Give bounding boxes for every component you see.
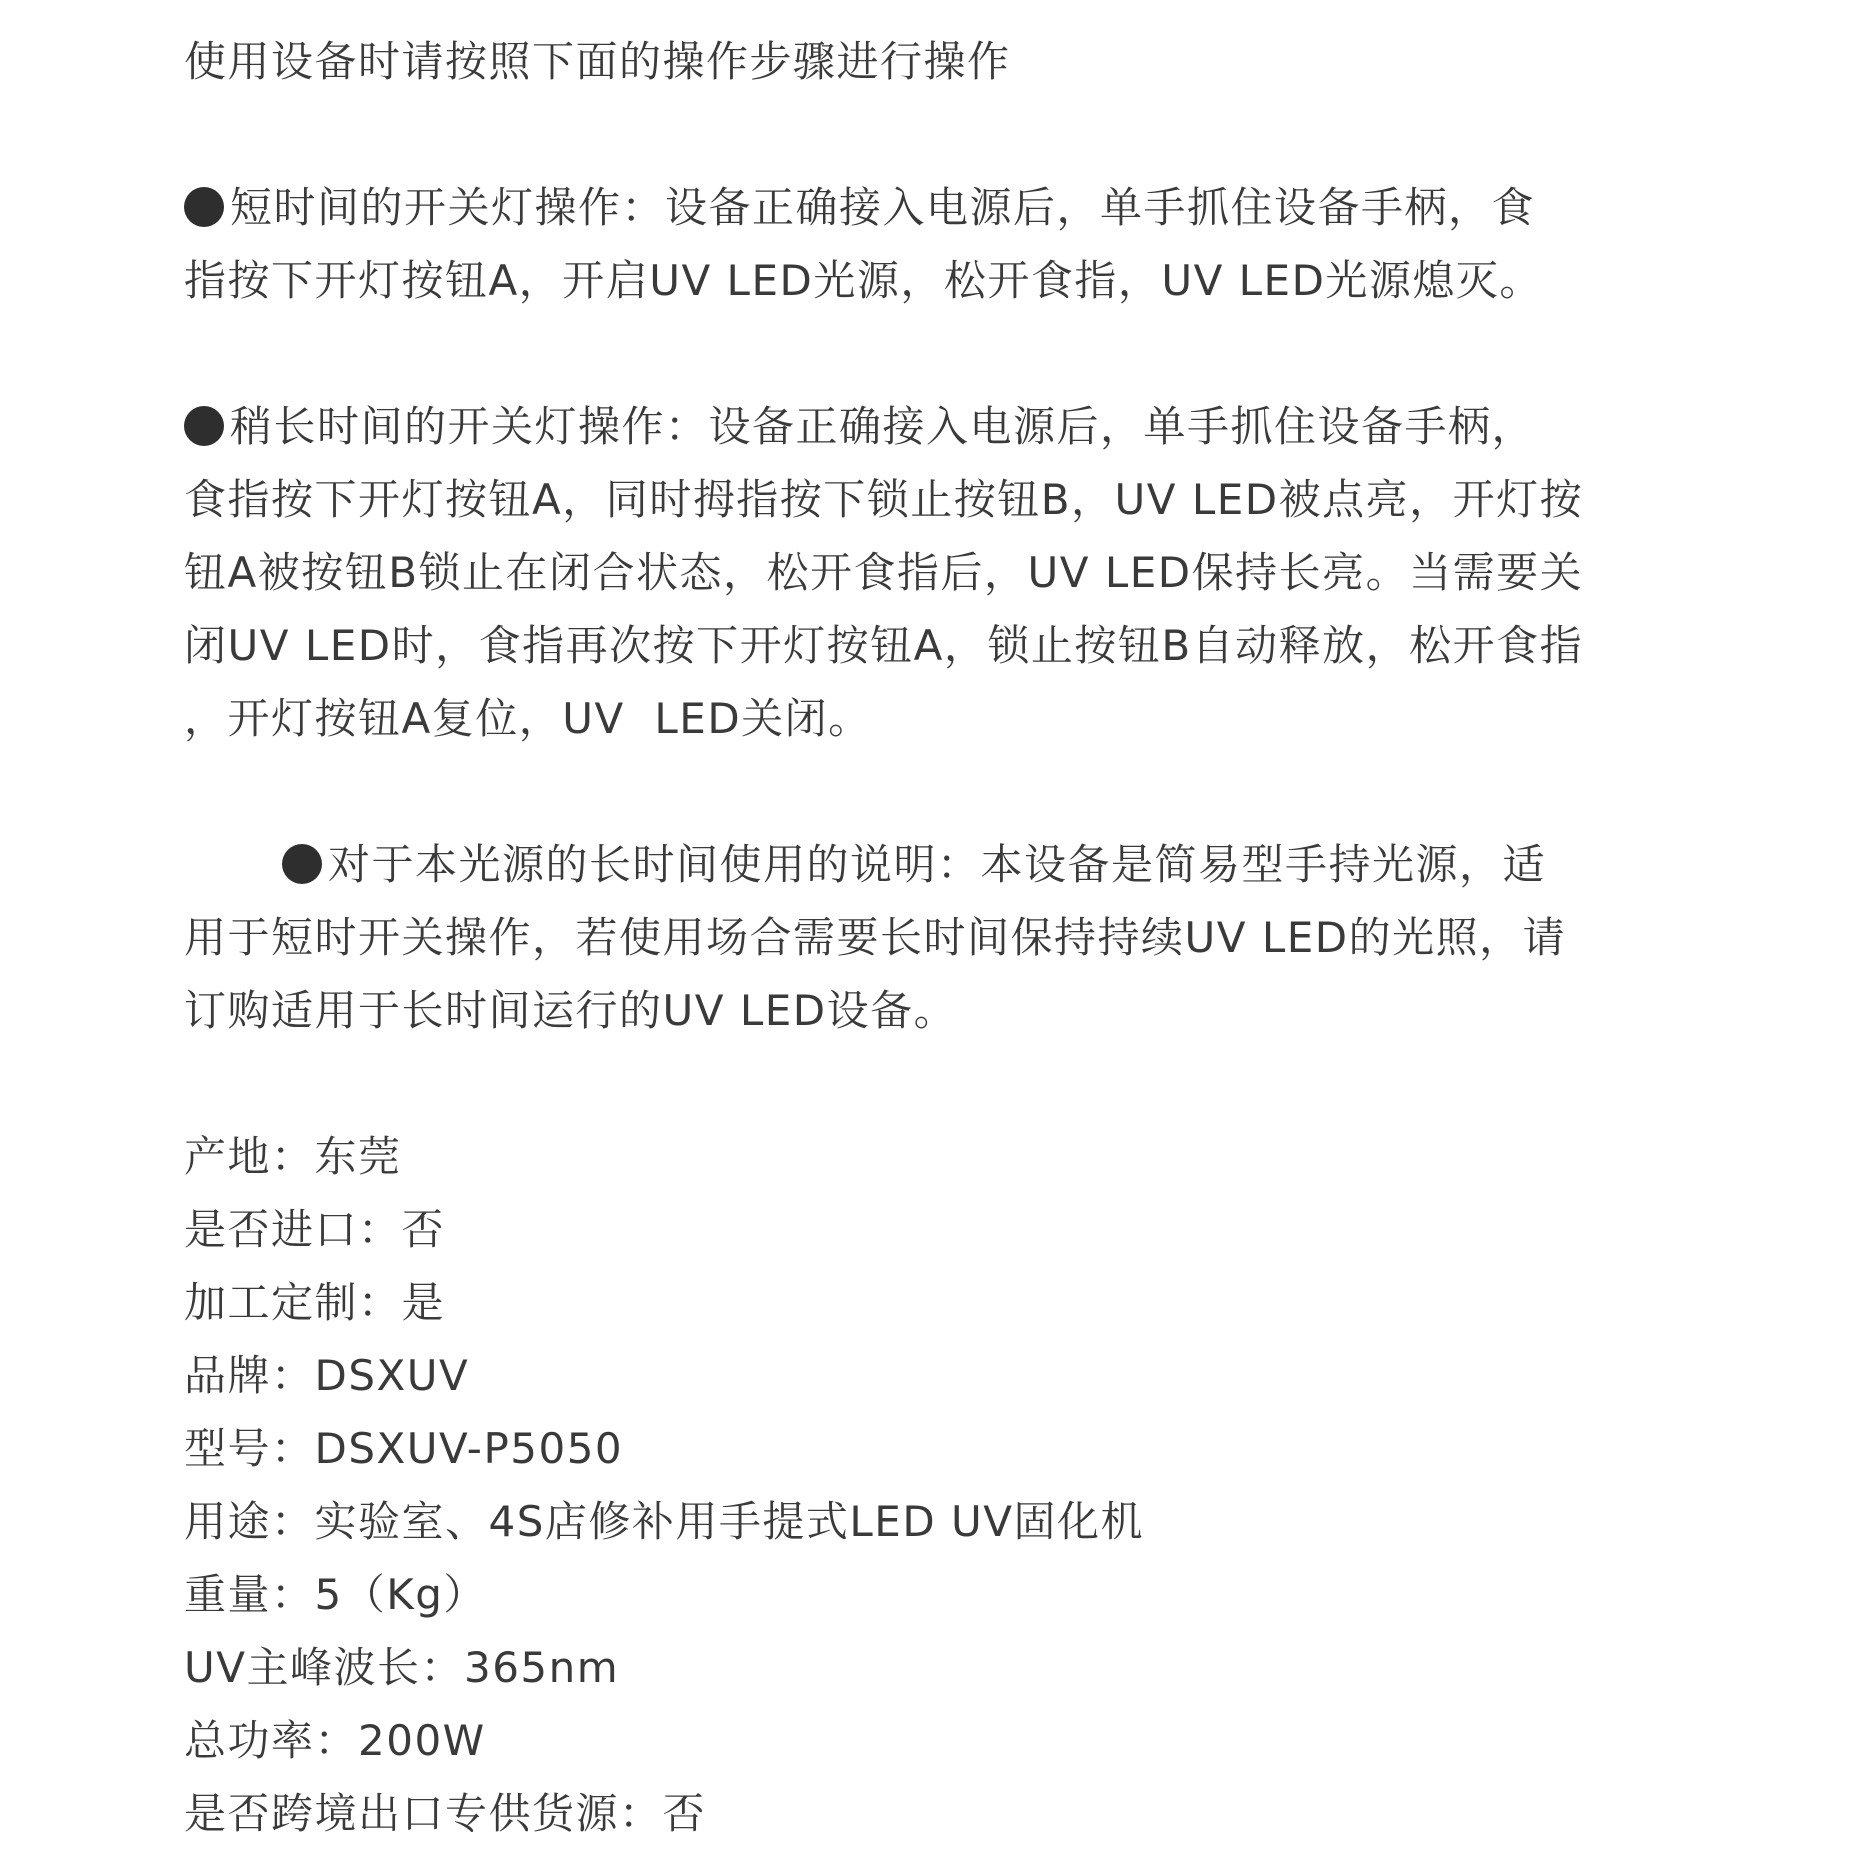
spec-weight: 重量：5（Kg） <box>184 1570 487 1619</box>
spec-power: 总功率：200W <box>184 1716 486 1765</box>
section-3-line-3: 订购适用于长时间运行的UV LED设备。 <box>184 986 958 1035</box>
section-1-line-2: 指按下开灯按钮A，开启UV LED光源，松开食指，UV LED光源熄灭。 <box>184 256 1543 305</box>
bullet-icon <box>184 187 224 227</box>
section-3-line-2: 用于短时开关操作，若使用场合需要长时间保持持续UV LED的光照，请 <box>184 913 1567 962</box>
bullet-icon <box>282 844 322 884</box>
section-2-line-1: 稍长时间的开关灯操作：设备正确接入电源后，单手抓住设备手柄， <box>184 401 1535 453</box>
spec-origin: 产地：东莞 <box>184 1132 402 1181</box>
spec-brand: 品牌：DSXUV <box>184 1351 470 1400</box>
spec-wavelength: UV主峰波长：365nm <box>184 1643 620 1692</box>
section-3-line-1: 对于本光源的长时间使用的说明：本设备是简易型手持光源，适 <box>282 839 1546 891</box>
section-2-line-5: ，开灯按钮A复位，UV LED关闭。 <box>184 694 872 743</box>
spec-imported: 是否进口：否 <box>184 1205 446 1254</box>
spec-model: 型号：DSXUV-P5050 <box>184 1424 624 1473</box>
section-2-line-3: 钮A被按钮B锁止在闭合状态，松开食指后，UV LED保持长亮。当需要关 <box>184 548 1584 597</box>
section-2-line-4: 闭UV LED时，食指再次按下开灯按钮A，锁止按钮B自动释放，松开食指 <box>184 621 1584 670</box>
section-1-line-1: 短时间的开关灯操作：设备正确接入电源后，单手抓住设备手柄，食 <box>184 182 1535 234</box>
spec-customization: 加工定制：是 <box>184 1278 446 1327</box>
bullet-icon <box>184 406 224 446</box>
spec-cross-border: 是否跨境出口专供货源：否 <box>184 1789 707 1838</box>
intro-text: 使用设备时请按照下面的操作步骤进行操作 <box>184 37 1011 86</box>
section-2-line-2: 食指按下开灯按钮A，同时拇指按下锁止按钮B，UV LED被点亮，开灯按 <box>184 475 1584 524</box>
spec-usage: 用途：实验室、4S店修补用手提式LED UV固化机 <box>184 1497 1144 1546</box>
